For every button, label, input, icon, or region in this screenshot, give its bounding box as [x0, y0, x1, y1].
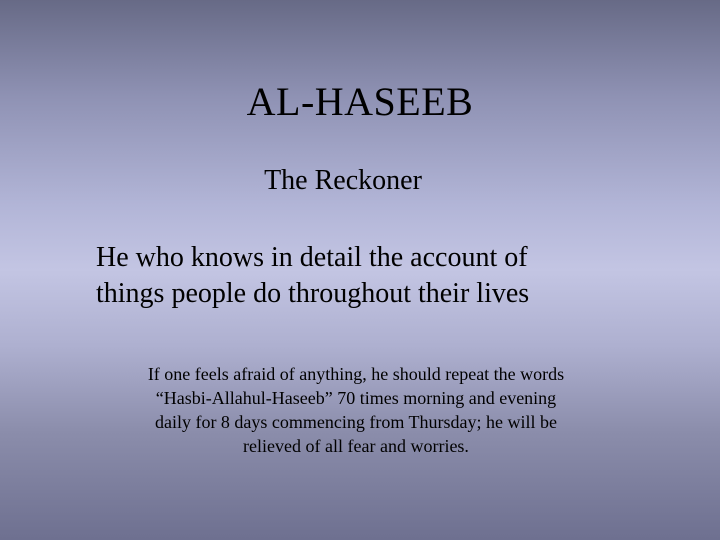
note-line: If one feels afraid of anything, he should repeat the words: [147, 364, 565, 384]
definition-text: [96, 240, 636, 312]
note-line: relieved of all fear and worries.: [243, 436, 469, 456]
note-line: “Hasbi-Allahul-Haseeb” 70 times morning and evening: [155, 388, 557, 408]
definition-line: He who knows in detail the account of: [96, 242, 528, 273]
definition-line: things people do throughout their lives: [96, 278, 530, 309]
slide-title: AL-HASEEB: [246, 79, 474, 124]
note-line: daily for 8 days commencing from Thursday; he will be: [154, 412, 558, 432]
instruction-note: [96, 362, 616, 458]
slide-subtitle: The Reckoner: [264, 165, 422, 196]
